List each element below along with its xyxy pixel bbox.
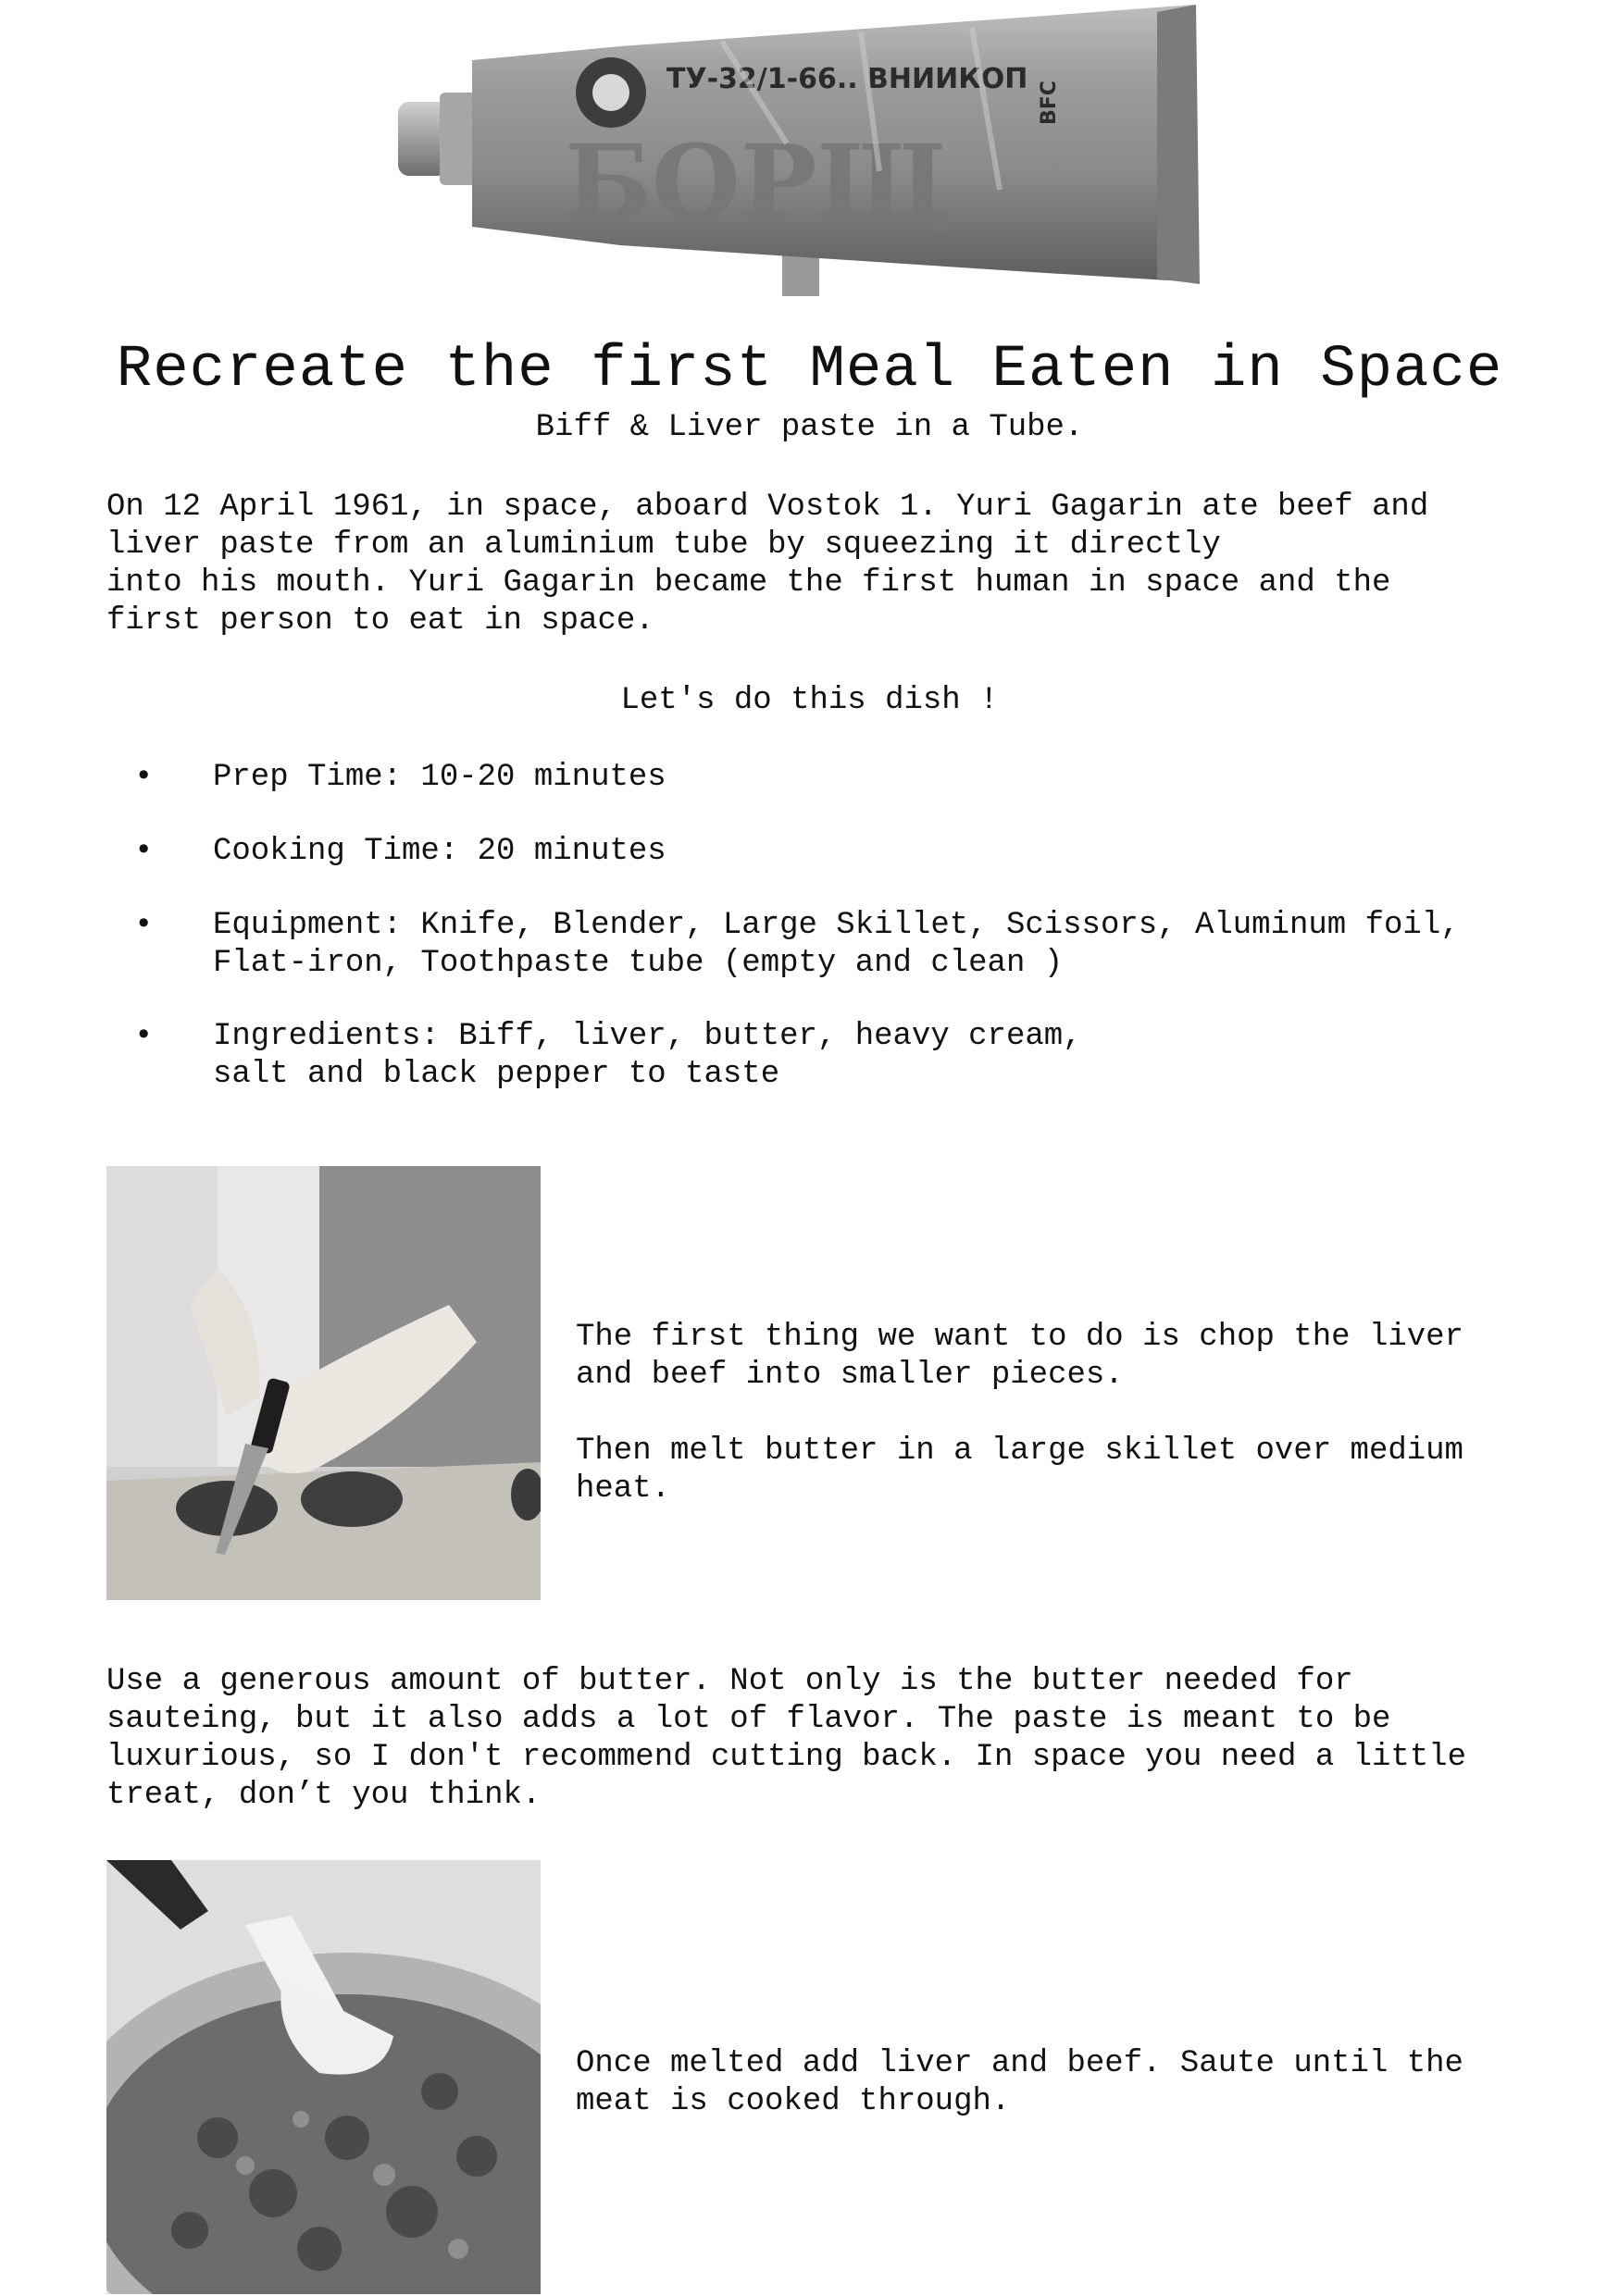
step-chop-text: The first thing we want to do is chop the liver and beef into smaller pieces. Then melt butter in a large skillet over medium heat. [576,1320,1463,1507]
call-to-action: Let's do this dish ! [620,683,999,718]
tube-spec-text: ТУ-32/1-66.. ВНИИКОП [666,63,1028,95]
chopping-liver-photo [106,1166,541,1600]
bullet-text: Cooking Time: 20 minutes [213,834,666,869]
hero-tube-image [398,5,1203,296]
intro-paragraph: On 12 April 1961, in space, aboard Vostok 1. Yuri Gagarin ate beef and liver paste from an aluminium tube by squeezing it directly into his mouth. Yuri Gagarin became the first human in space and the first person to eat in space. [106,490,1429,639]
tube-side-text: BFC [1038,81,1061,125]
page-subtitle: Biff & Liver paste in a Tube. [535,410,1084,445]
step-butter-text: Use a generous amount of butter. Not only is the butter needed for sauteing, but it also adds a lot of flavor. The paste is meant to be luxurious, so I don't recommend cutting back. In space you need a little treat, don’t you think. [106,1664,1467,1813]
bullet-icon: • [134,760,154,795]
bullet-icon: • [134,1019,154,1054]
bullet-text: Equipment: Knife, Blender, Large Skillet, Scissors, Aluminum foil, Flat-iron, Toothpaste tube (empty and clean ) [213,908,1460,981]
saute-illustration [106,1860,541,2294]
chopping-illustration [106,1166,541,1600]
tube-label-text: БОРЩ [565,122,949,242]
bullet-icon: • [134,908,154,943]
bullet-text: Prep Time: 10-20 minutes [213,760,666,795]
page-title: Recreate the first Meal Eaten in Space [116,337,1503,403]
step-saute-text: Once melted add liver and beef. Saute until the meat is cooked through. [576,2046,1463,2119]
bullet-icon: • [134,834,154,869]
bullet-text: Ingredients: Biff, liver, butter, heavy cream, salt and black pepper to taste [213,1019,1082,1092]
sauteing-meat-photo [106,1860,541,2294]
paste-tube-illustration [398,5,1203,296]
